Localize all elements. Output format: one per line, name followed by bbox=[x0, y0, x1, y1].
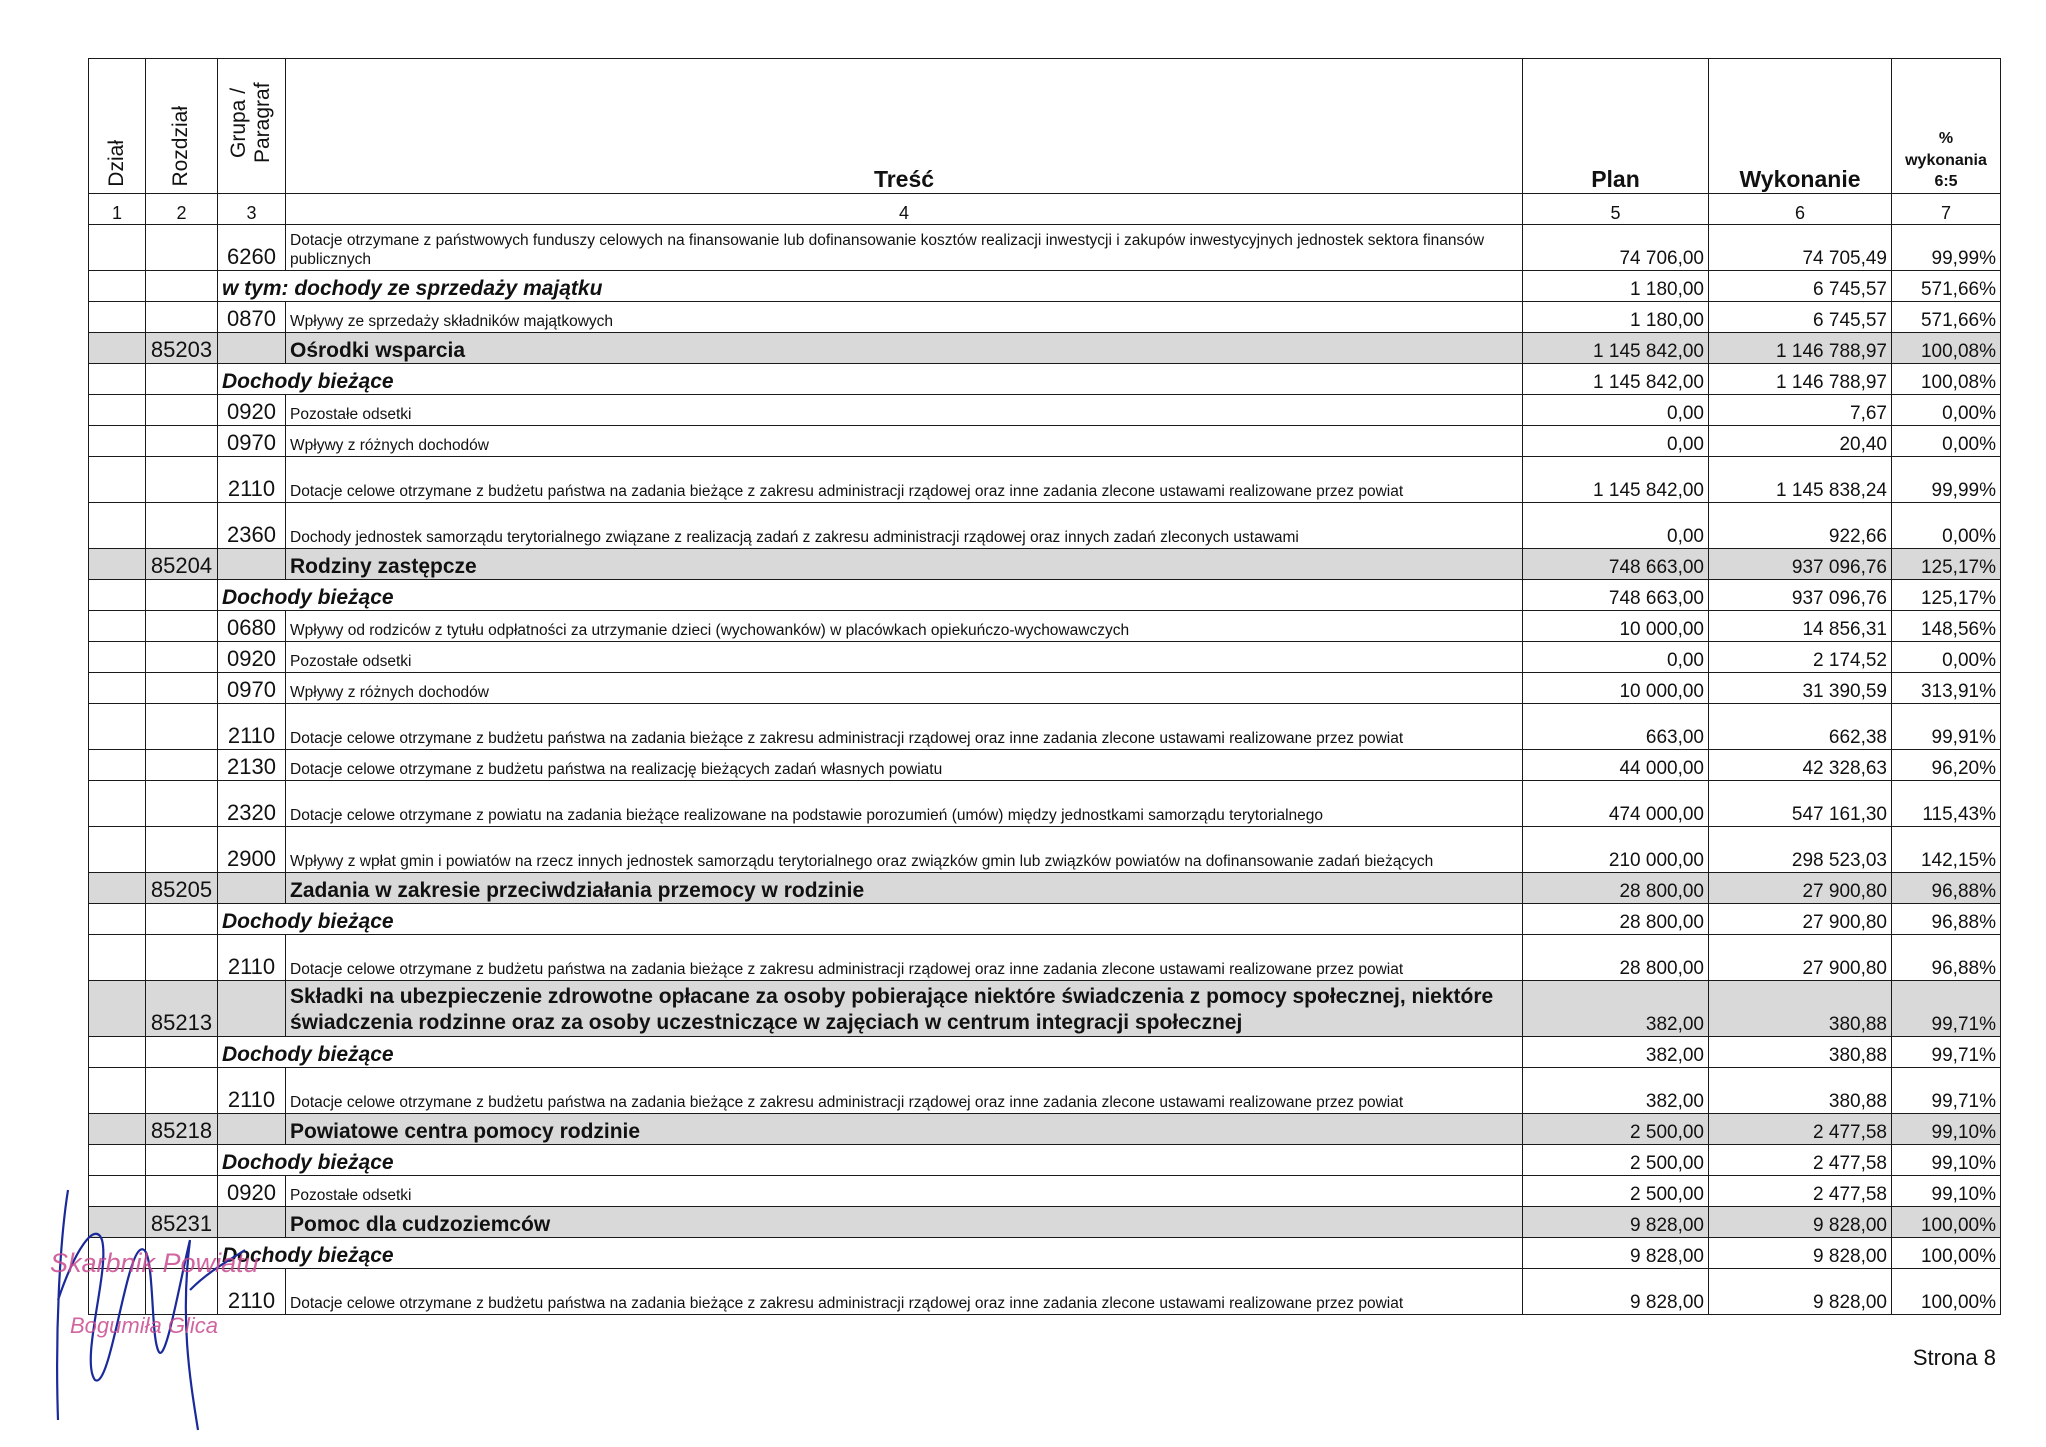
table-row bbox=[89, 457, 2001, 503]
paragraph-code: 2130 bbox=[218, 750, 286, 781]
wykonanie-value: 547 161,30 bbox=[1709, 781, 1892, 827]
paragraph-code: 2320 bbox=[218, 781, 286, 827]
column-number: 2 bbox=[146, 194, 218, 225]
dzial-cell bbox=[89, 580, 146, 611]
section-row bbox=[89, 1207, 2001, 1238]
percent-value: 0,00% bbox=[1892, 426, 2001, 457]
rozdzial-cell bbox=[146, 1145, 218, 1176]
column-number-row bbox=[89, 194, 2001, 225]
wykonanie-value: 380,88 bbox=[1709, 1068, 1892, 1114]
dzial-cell bbox=[89, 935, 146, 981]
wykonanie-value: 27 900,80 bbox=[1709, 904, 1892, 935]
section-row bbox=[89, 981, 2001, 1037]
dzial-cell bbox=[89, 225, 146, 271]
dzial-cell bbox=[89, 750, 146, 781]
percent-value: 99,99% bbox=[1892, 225, 2001, 271]
group-label: Dochody bieżące bbox=[218, 580, 1523, 611]
plan-value: 1 145 842,00 bbox=[1523, 333, 1709, 364]
paragraph-code: 0920 bbox=[218, 1176, 286, 1207]
rozdzial-cell bbox=[146, 426, 218, 457]
column-number: 6 bbox=[1709, 194, 1892, 225]
wykonanie-value: 20,40 bbox=[1709, 426, 1892, 457]
plan-value: 9 828,00 bbox=[1523, 1207, 1709, 1238]
group-row bbox=[89, 271, 2001, 302]
paragraph-code: 0870 bbox=[218, 302, 286, 333]
plan-value: 748 663,00 bbox=[1523, 549, 1709, 580]
wykonanie-value: 14 856,31 bbox=[1709, 611, 1892, 642]
rozdzial-code: 85231 bbox=[146, 1207, 218, 1238]
table-row bbox=[89, 750, 2001, 781]
wykonanie-value: 1 145 838,24 bbox=[1709, 457, 1892, 503]
row-description: Dochody jednostek samorządu terytorialnego związane z realizacją zadań z zakresu administracji rządowej oraz innych zadań zleconych ustawami bbox=[286, 503, 1523, 549]
dzial-cell bbox=[89, 904, 146, 935]
plan-value: 10 000,00 bbox=[1523, 673, 1709, 704]
percent-value: 99,71% bbox=[1892, 1068, 2001, 1114]
row-description: Pozostałe odsetki bbox=[286, 1176, 1523, 1207]
dzial-cell bbox=[89, 827, 146, 873]
percent-value: 100,08% bbox=[1892, 333, 2001, 364]
plan-value: 382,00 bbox=[1523, 981, 1709, 1037]
wykonanie-value: 6 745,57 bbox=[1709, 302, 1892, 333]
percent-value: 99,10% bbox=[1892, 1145, 2001, 1176]
percent-value: 96,20% bbox=[1892, 750, 2001, 781]
wykonanie-value: 31 390,59 bbox=[1709, 673, 1892, 704]
dzial-cell bbox=[89, 302, 146, 333]
row-description: Dotacje celowe otrzymane z budżetu państwa na zadania bieżące z zakresu administracji rządowej oraz inne zadania zlecone ustawami realizowane przez powiat bbox=[286, 704, 1523, 750]
dzial-cell bbox=[89, 642, 146, 673]
header-rozdzial: Rozdział bbox=[146, 59, 218, 194]
header-wykonanie: Wykonanie bbox=[1709, 59, 1892, 194]
percent-value: 96,88% bbox=[1892, 904, 2001, 935]
rozdzial-cell bbox=[146, 935, 218, 981]
dzial-cell bbox=[89, 333, 146, 364]
plan-value: 474 000,00 bbox=[1523, 781, 1709, 827]
plan-value: 28 800,00 bbox=[1523, 873, 1709, 904]
dzial-cell bbox=[89, 457, 146, 503]
section-row bbox=[89, 873, 2001, 904]
row-description: Dotacje celowe otrzymane z budżetu państwa na zadania bieżące z zakresu administracji rządowej oraz inne zadania zlecone ustawami realizowane przez powiat bbox=[286, 935, 1523, 981]
paragraph-code: 2110 bbox=[218, 935, 286, 981]
wykonanie-value: 922,66 bbox=[1709, 503, 1892, 549]
wykonanie-value: 937 096,76 bbox=[1709, 580, 1892, 611]
dzial-cell bbox=[89, 781, 146, 827]
wykonanie-value: 74 705,49 bbox=[1709, 225, 1892, 271]
column-number: 5 bbox=[1523, 194, 1709, 225]
column-number: 4 bbox=[286, 194, 1523, 225]
dzial-cell bbox=[89, 1145, 146, 1176]
table-row bbox=[89, 395, 2001, 426]
group-row bbox=[89, 364, 2001, 395]
paragraph-code: 0970 bbox=[218, 673, 286, 704]
plan-value: 210 000,00 bbox=[1523, 827, 1709, 873]
table-row bbox=[89, 704, 2001, 750]
rozdzial-cell bbox=[146, 1068, 218, 1114]
paragraph-cell bbox=[218, 1114, 286, 1145]
row-description: Pozostałe odsetki bbox=[286, 642, 1523, 673]
table-row bbox=[89, 1068, 2001, 1114]
group-label: Dochody bieżące bbox=[218, 1037, 1523, 1068]
section-title: Powiatowe centra pomocy rodzinie bbox=[286, 1114, 1523, 1145]
paragraph-code: 0920 bbox=[218, 642, 286, 673]
group-row bbox=[89, 904, 2001, 935]
table-row bbox=[89, 642, 2001, 673]
group-row bbox=[89, 1238, 2001, 1269]
plan-value: 9 828,00 bbox=[1523, 1269, 1709, 1315]
dzial-cell bbox=[89, 395, 146, 426]
table-row bbox=[89, 781, 2001, 827]
group-row bbox=[89, 580, 2001, 611]
section-title: Ośrodki wsparcia bbox=[286, 333, 1523, 364]
group-label: Dochody bieżące bbox=[218, 1238, 1523, 1269]
paragraph-code: 0970 bbox=[218, 426, 286, 457]
dzial-cell bbox=[89, 364, 146, 395]
wykonanie-value: 298 523,03 bbox=[1709, 827, 1892, 873]
table-body bbox=[89, 225, 2001, 1315]
plan-value: 10 000,00 bbox=[1523, 611, 1709, 642]
dzial-cell bbox=[89, 673, 146, 704]
plan-value: 1 180,00 bbox=[1523, 271, 1709, 302]
dzial-cell bbox=[89, 981, 146, 1037]
official-stamp: Skarbnik Powiatu Bogumiła Glica bbox=[50, 1248, 259, 1338]
dzial-cell bbox=[89, 873, 146, 904]
plan-value: 0,00 bbox=[1523, 395, 1709, 426]
table-row bbox=[89, 302, 2001, 333]
plan-value: 9 828,00 bbox=[1523, 1238, 1709, 1269]
rozdzial-cell bbox=[146, 503, 218, 549]
percent-value: 99,91% bbox=[1892, 704, 2001, 750]
section-title: Pomoc dla cudzoziemców bbox=[286, 1207, 1523, 1238]
budget-table bbox=[88, 58, 2001, 1315]
table-row bbox=[89, 1176, 2001, 1207]
table-row bbox=[89, 503, 2001, 549]
percent-value: 100,00% bbox=[1892, 1238, 2001, 1269]
plan-value: 1 180,00 bbox=[1523, 302, 1709, 333]
rozdzial-cell bbox=[146, 673, 218, 704]
percent-value: 125,17% bbox=[1892, 549, 2001, 580]
wykonanie-value: 7,67 bbox=[1709, 395, 1892, 426]
percent-value: 571,66% bbox=[1892, 302, 2001, 333]
column-number: 3 bbox=[218, 194, 286, 225]
plan-value: 2 500,00 bbox=[1523, 1176, 1709, 1207]
paragraph-code: 0680 bbox=[218, 611, 286, 642]
dzial-cell bbox=[89, 1114, 146, 1145]
paragraph-cell bbox=[218, 873, 286, 904]
wykonanie-value: 27 900,80 bbox=[1709, 873, 1892, 904]
wykonanie-value: 27 900,80 bbox=[1709, 935, 1892, 981]
plan-value: 1 145 842,00 bbox=[1523, 364, 1709, 395]
percent-value: 99,71% bbox=[1892, 1037, 2001, 1068]
rozdzial-cell bbox=[146, 781, 218, 827]
dzial-cell bbox=[89, 1037, 146, 1068]
percent-value: 142,15% bbox=[1892, 827, 2001, 873]
wykonanie-value: 1 146 788,97 bbox=[1709, 333, 1892, 364]
row-description: Wpływy z różnych dochodów bbox=[286, 673, 1523, 704]
table-row bbox=[89, 1269, 2001, 1315]
wykonanie-value: 42 328,63 bbox=[1709, 750, 1892, 781]
row-description: Dotacje celowe otrzymane z budżetu państwa na realizację bieżących zadań własnych powiatu bbox=[286, 750, 1523, 781]
rozdzial-code: 85213 bbox=[146, 981, 218, 1037]
percent-value: 96,88% bbox=[1892, 935, 2001, 981]
row-description: Wpływy od rodziców z tytułu odpłatności za utrzymanie dzieci (wychowanków) w placówkach opiekuńczo-wychowawczych bbox=[286, 611, 1523, 642]
percent-value: 100,00% bbox=[1892, 1207, 2001, 1238]
column-number: 1 bbox=[89, 194, 146, 225]
paragraph-code: 2110 bbox=[218, 1068, 286, 1114]
rozdzial-code: 85218 bbox=[146, 1114, 218, 1145]
dzial-cell bbox=[89, 426, 146, 457]
plan-value: 2 500,00 bbox=[1523, 1114, 1709, 1145]
wykonanie-value: 6 745,57 bbox=[1709, 271, 1892, 302]
wykonanie-value: 937 096,76 bbox=[1709, 549, 1892, 580]
percent-value: 148,56% bbox=[1892, 611, 2001, 642]
rozdzial-cell bbox=[146, 271, 218, 302]
wykonanie-value: 2 477,58 bbox=[1709, 1145, 1892, 1176]
percent-value: 99,10% bbox=[1892, 1114, 2001, 1145]
dzial-cell bbox=[89, 611, 146, 642]
table-row bbox=[89, 611, 2001, 642]
dzial-cell bbox=[89, 271, 146, 302]
percent-value: 99,99% bbox=[1892, 457, 2001, 503]
group-label: Dochody bieżące bbox=[218, 1145, 1523, 1176]
dzial-cell bbox=[89, 503, 146, 549]
rozdzial-cell bbox=[146, 1037, 218, 1068]
wykonanie-value: 1 146 788,97 bbox=[1709, 364, 1892, 395]
percent-value: 0,00% bbox=[1892, 642, 2001, 673]
table-row bbox=[89, 426, 2001, 457]
dzial-cell bbox=[89, 1068, 146, 1114]
rozdzial-cell bbox=[146, 704, 218, 750]
paragraph-code: 2110 bbox=[218, 1269, 286, 1315]
wykonanie-value: 380,88 bbox=[1709, 981, 1892, 1037]
plan-value: 44 000,00 bbox=[1523, 750, 1709, 781]
plan-value: 382,00 bbox=[1523, 1068, 1709, 1114]
section-row bbox=[89, 333, 2001, 364]
plan-value: 28 800,00 bbox=[1523, 935, 1709, 981]
header-tresc: Treść bbox=[286, 59, 1523, 194]
row-description: Wpływy z różnych dochodów bbox=[286, 426, 1523, 457]
wykonanie-value: 9 828,00 bbox=[1709, 1207, 1892, 1238]
table-row bbox=[89, 935, 2001, 981]
plan-value: 0,00 bbox=[1523, 503, 1709, 549]
percent-value: 100,08% bbox=[1892, 364, 2001, 395]
paragraph-cell bbox=[218, 981, 286, 1037]
group-row bbox=[89, 1037, 2001, 1068]
percent-value: 313,91% bbox=[1892, 673, 2001, 704]
plan-value: 28 800,00 bbox=[1523, 904, 1709, 935]
paragraph-cell bbox=[218, 549, 286, 580]
percent-value: 571,66% bbox=[1892, 271, 2001, 302]
plan-value: 1 145 842,00 bbox=[1523, 457, 1709, 503]
rozdzial-cell bbox=[146, 395, 218, 426]
plan-value: 663,00 bbox=[1523, 704, 1709, 750]
column-number: 7 bbox=[1892, 194, 2001, 225]
percent-value: 125,17% bbox=[1892, 580, 2001, 611]
header-plan: Plan bbox=[1523, 59, 1709, 194]
plan-value: 382,00 bbox=[1523, 1037, 1709, 1068]
row-description: Pozostałe odsetki bbox=[286, 395, 1523, 426]
section-title: Rodziny zastępcze bbox=[286, 549, 1523, 580]
wykonanie-value: 9 828,00 bbox=[1709, 1269, 1892, 1315]
row-description: Wpływy ze sprzedaży składników majątkowych bbox=[286, 302, 1523, 333]
wykonanie-value: 2 174,52 bbox=[1709, 642, 1892, 673]
row-description: Dotacje celowe otrzymane z budżetu państwa na zadania bieżące z zakresu administracji rządowej oraz inne zadania zlecone ustawami realizowane przez powiat bbox=[286, 457, 1523, 503]
wykonanie-value: 380,88 bbox=[1709, 1037, 1892, 1068]
wykonanie-value: 662,38 bbox=[1709, 704, 1892, 750]
header-row bbox=[89, 59, 2001, 194]
paragraph-cell bbox=[218, 333, 286, 364]
rozdzial-code: 85204 bbox=[146, 549, 218, 580]
row-description: Dotacje celowe otrzymane z budżetu państwa na zadania bieżące z zakresu administracji rządowej oraz inne zadania zlecone ustawami realizowane przez powiat bbox=[286, 1269, 1523, 1315]
row-description: Dotacje otrzymane z państwowych funduszy celowych na finansowanie lub dofinansowanie kosztów realizacji inwestycji i zakupów inwestycyjnych jednostek sektora finansów publicznych bbox=[286, 225, 1523, 271]
section-row bbox=[89, 1114, 2001, 1145]
rozdzial-cell bbox=[146, 611, 218, 642]
row-description: Dotacje celowe otrzymane z budżetu państwa na zadania bieżące z zakresu administracji rządowej oraz inne zadania zlecone ustawami realizowane przez powiat bbox=[286, 1068, 1523, 1114]
paragraph-code: 2110 bbox=[218, 704, 286, 750]
group-row bbox=[89, 1145, 2001, 1176]
paragraph-code: 2900 bbox=[218, 827, 286, 873]
rozdzial-cell bbox=[146, 750, 218, 781]
table-row bbox=[89, 225, 2001, 271]
section-title: Składki na ubezpieczenie zdrowotne opłacane za osoby pobierające niektóre świadczenia z pomocy społecznej, niektóre świadczenia rodzinne oraz za osoby uczestniczące w zajęciach w centrum integracji społecznej bbox=[286, 981, 1523, 1037]
plan-value: 74 706,00 bbox=[1523, 225, 1709, 271]
percent-value: 115,43% bbox=[1892, 781, 2001, 827]
wykonanie-value: 9 828,00 bbox=[1709, 1238, 1892, 1269]
dzial-cell bbox=[89, 549, 146, 580]
row-description: Wpływy z wpłat gmin i powiatów na rzecz innych jednostek samorządu terytorialnego oraz związków gmin lub związków powiatów na dofinansowanie zadań bieżących bbox=[286, 827, 1523, 873]
plan-value: 0,00 bbox=[1523, 642, 1709, 673]
percent-value: 96,88% bbox=[1892, 873, 2001, 904]
group-label: w tym: dochody ze sprzedaży majątku bbox=[218, 271, 1523, 302]
rozdzial-cell bbox=[146, 302, 218, 333]
paragraph-code: 2360 bbox=[218, 503, 286, 549]
plan-value: 0,00 bbox=[1523, 426, 1709, 457]
paragraph-code: 0920 bbox=[218, 395, 286, 426]
header-percent: % wykonania 6:5 bbox=[1892, 59, 2001, 194]
plan-value: 2 500,00 bbox=[1523, 1145, 1709, 1176]
percent-value: 100,00% bbox=[1892, 1269, 2001, 1315]
header-grupa-paragraf: Grupa / Paragraf bbox=[218, 59, 286, 194]
wykonanie-value: 2 477,58 bbox=[1709, 1114, 1892, 1145]
rozdzial-cell bbox=[146, 580, 218, 611]
table-row bbox=[89, 827, 2001, 873]
rozdzial-cell bbox=[146, 904, 218, 935]
section-row bbox=[89, 549, 2001, 580]
rozdzial-cell bbox=[146, 827, 218, 873]
paragraph-code: 2110 bbox=[218, 457, 286, 503]
header-dzial: Dział bbox=[89, 59, 146, 194]
section-title: Zadania w zakresie przeciwdziałania przemocy w rodzinie bbox=[286, 873, 1523, 904]
row-description: Dotacje celowe otrzymane z powiatu na zadania bieżące realizowane na podstawie porozumień (umów) między jednostkami samorządu terytorialnego bbox=[286, 781, 1523, 827]
rozdzial-code: 85205 bbox=[146, 873, 218, 904]
plan-value: 748 663,00 bbox=[1523, 580, 1709, 611]
table-row bbox=[89, 673, 2001, 704]
rozdzial-cell bbox=[146, 225, 218, 271]
rozdzial-cell bbox=[146, 364, 218, 395]
rozdzial-code: 85203 bbox=[146, 333, 218, 364]
rozdzial-cell bbox=[146, 457, 218, 503]
group-label: Dochody bieżące bbox=[218, 904, 1523, 935]
paragraph-code: 6260 bbox=[218, 225, 286, 271]
dzial-cell bbox=[89, 704, 146, 750]
percent-value: 99,71% bbox=[1892, 981, 2001, 1037]
rozdzial-cell bbox=[146, 642, 218, 673]
percent-value: 0,00% bbox=[1892, 503, 2001, 549]
percent-value: 0,00% bbox=[1892, 395, 2001, 426]
wykonanie-value: 2 477,58 bbox=[1709, 1176, 1892, 1207]
percent-value: 99,10% bbox=[1892, 1176, 2001, 1207]
page-number: Strona 8 bbox=[1912, 1345, 1996, 1370]
group-label: Dochody bieżące bbox=[218, 364, 1523, 395]
